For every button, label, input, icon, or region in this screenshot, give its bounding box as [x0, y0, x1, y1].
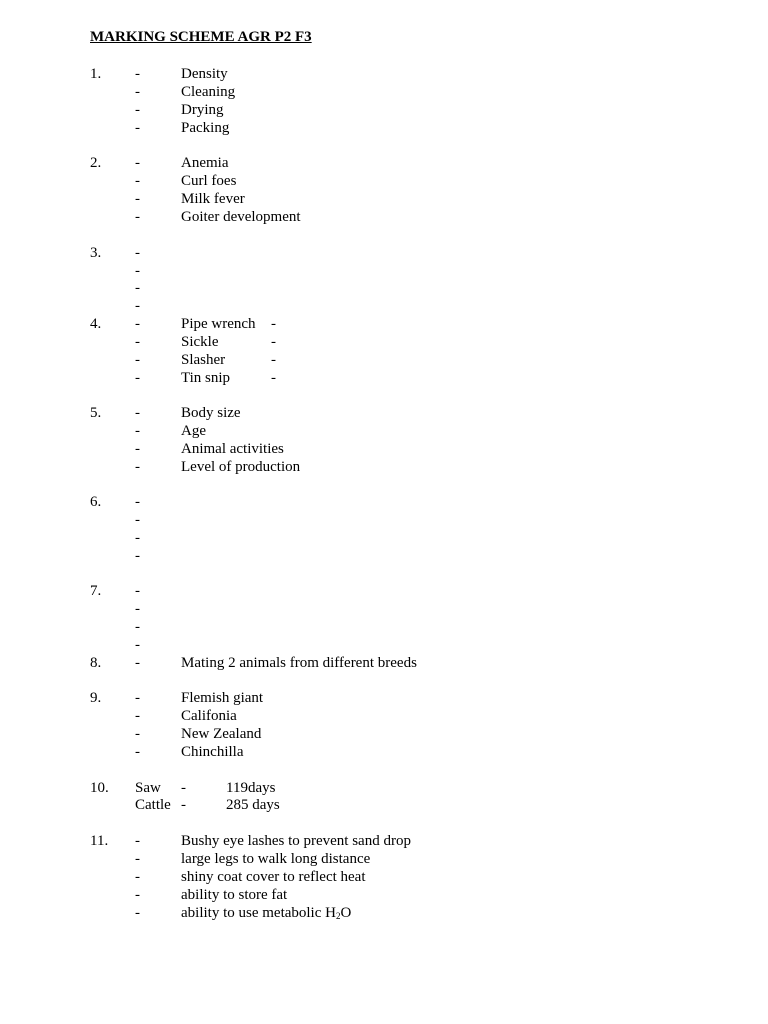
bullet-dash: - — [181, 797, 186, 813]
question-number: 8. — [90, 655, 102, 671]
bullet-dash: - — [135, 494, 140, 510]
answer-text: Bushy eye lashes to prevent sand drop — [181, 833, 411, 849]
bullet-dash: - — [135, 405, 140, 421]
answer-text: Goiter development — [181, 209, 301, 225]
question-number: 1. — [90, 66, 102, 82]
answer-text: Milk fever — [181, 191, 245, 207]
answer-text: Slasher — [181, 352, 226, 368]
bullet-dash: - — [135, 316, 140, 332]
answer-text: Sickle — [181, 334, 219, 350]
bullet-dash: - — [135, 263, 140, 279]
bullet-dash: - — [271, 316, 276, 332]
question-number: 5. — [90, 405, 102, 421]
answer-text-suffix: O — [340, 905, 352, 921]
bullet-dash: - — [135, 583, 140, 599]
question-number: 4. — [90, 316, 102, 332]
answer-text: Density — [181, 66, 228, 82]
bullet-dash: - — [135, 155, 140, 171]
bullet-dash: - — [135, 441, 140, 457]
bullet-dash: - — [135, 601, 140, 617]
bullet-dash: - — [271, 370, 276, 386]
bullet-dash: - — [135, 530, 140, 546]
answer-text: Drying — [181, 102, 224, 118]
question-number: 11. — [90, 833, 109, 849]
subscript: 2 — [335, 911, 341, 921]
bullet-dash: - — [135, 245, 140, 261]
question-number: 9. — [90, 690, 102, 706]
bullet-dash: - — [271, 352, 276, 368]
question-number: 10. — [90, 780, 109, 796]
answer-text: Mating 2 animals from different breeds — [181, 655, 417, 671]
answer-text: Curl foes — [181, 173, 237, 189]
answer-text: Animal activities — [181, 441, 284, 457]
answer-text: Cleaning — [181, 84, 236, 100]
bullet-dash: - — [135, 619, 140, 635]
bullet-dash: - — [135, 423, 140, 439]
bullet-dash: - — [135, 708, 140, 724]
bullet-dash: - — [135, 869, 140, 885]
bullet-dash: - — [135, 334, 140, 350]
answer-text: 119days — [226, 780, 276, 796]
bullet-dash: - — [135, 905, 140, 921]
answer-text: Pipe wrench — [181, 316, 256, 332]
bullet-dash: - — [135, 173, 140, 189]
bullet-dash: - — [135, 120, 140, 136]
bullet-dash: - — [135, 744, 140, 760]
bullet-dash: - — [135, 726, 140, 742]
answer-text: Packing — [181, 120, 230, 136]
bullet-dash: - — [181, 780, 186, 796]
bullet-dash: - — [135, 102, 140, 118]
answer-text: Chinchilla — [181, 744, 244, 760]
answer-text: Anemia — [181, 155, 229, 171]
bullet-dash: - — [135, 637, 140, 653]
answer-text: large legs to walk long distance — [181, 851, 371, 867]
bullet-dash: - — [135, 352, 140, 368]
answer-text: Flemish giant — [181, 690, 264, 706]
row-label: Saw — [135, 780, 161, 796]
answer-text: Age — [181, 423, 206, 439]
question-number: 2. — [90, 155, 102, 171]
answer-text: New Zealand — [181, 726, 262, 742]
bullet-dash: - — [135, 690, 140, 706]
bullet-dash: - — [135, 887, 140, 903]
question-number: 3. — [90, 245, 102, 261]
bullet-dash: - — [135, 84, 140, 100]
bullet-dash: - — [135, 833, 140, 849]
page-title: MARKING SCHEME AGR P2 F3 — [90, 29, 312, 45]
answer-text: 285 days — [226, 797, 280, 813]
row-label: Cattle — [135, 797, 171, 813]
bullet-dash: - — [135, 851, 140, 867]
bullet-dash: - — [271, 334, 276, 350]
bullet-dash: - — [135, 66, 140, 82]
answer-text: shiny coat cover to reflect heat — [181, 869, 366, 885]
bullet-dash: - — [135, 370, 140, 386]
bullet-dash: - — [135, 298, 140, 314]
bullet-dash: - — [135, 512, 140, 528]
bullet-dash: - — [135, 191, 140, 207]
bullet-dash: - — [135, 209, 140, 225]
bullet-dash: - — [135, 459, 140, 475]
answer-text: Tin snip — [181, 370, 231, 386]
question-number: 6. — [90, 494, 102, 510]
answer-text: ability to store fat — [181, 887, 288, 903]
answer-text: Califonia — [181, 708, 237, 724]
answer-text: Level of production — [181, 459, 301, 475]
bullet-dash: - — [135, 280, 140, 296]
bullet-dash: - — [135, 655, 140, 671]
answer-text: Body size — [181, 405, 241, 421]
answer-text-prefix: ability to use metabolic H — [181, 905, 336, 921]
bullet-dash: - — [135, 548, 140, 564]
answer-text — [181, 904, 351, 922]
question-number: 7. — [90, 583, 102, 599]
